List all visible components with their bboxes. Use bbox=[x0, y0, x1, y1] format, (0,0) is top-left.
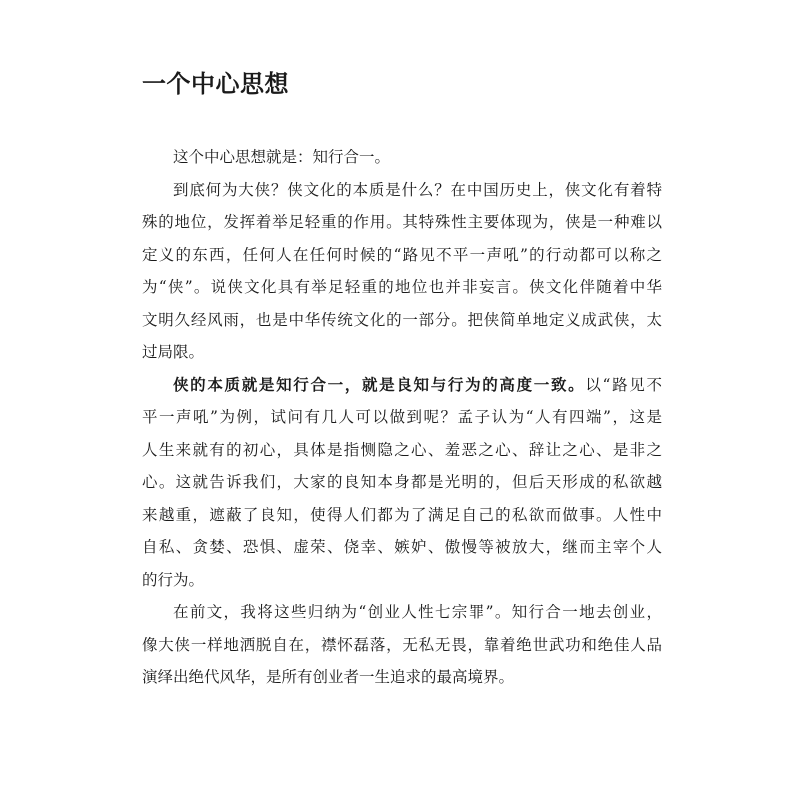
paragraph-line: 到底何为大侠？侠文化的本质是什么？在中国历史上，侠文化有着特 bbox=[173, 180, 662, 199]
paragraph-line: 像大侠一样地洒脱自在，襟怀磊落，无私无畏，靠着绝世武功和绝佳人品 bbox=[142, 635, 662, 654]
paragraph-line: 殊的地位，发挥着举足轻重的作用。其特殊性主要体现为，侠是一种难以 bbox=[142, 213, 662, 231]
body-text bbox=[142, 141, 662, 694]
paragraph-line: 自私、贪婪、恐惧、虚荣、侥幸、嫉妒、傲慢等被放大，继而主宰个人 bbox=[142, 538, 662, 556]
paragraph-line: 定义的东西，任何人在任何时候的“路见不平一声吼”的行动都可以称之 bbox=[142, 245, 662, 264]
paragraph-line: 平一声吼”为例，试问有几人可以做到呢？孟子认为“人有四端”，这是 bbox=[142, 408, 662, 426]
paragraph-line: 这个中心思想就是：知行合一。 bbox=[173, 148, 391, 166]
bold-statement: 侠的本质就是知行合一，就是良知与行为的高度一致。 bbox=[173, 374, 586, 394]
paragraph-line: 在前文，我将这些归纳为“创业人性七宗罪”。知行合一地去创业， bbox=[173, 603, 662, 621]
paragraph-3 bbox=[142, 369, 662, 597]
paragraph-line: 为“侠”。说侠文化具有举足轻重的地位也并非妄言。侠文化伴随着中华 bbox=[142, 278, 662, 296]
paragraph-line: 来越重，遮蔽了良知，使得人们都为了满足自己的私欲而做事。人性中 bbox=[142, 505, 662, 524]
paragraph-line: 文明久经风雨，也是中华传统文化的一部分。把侠简单地定义成武侠，太 bbox=[142, 310, 662, 329]
paragraph-line: 过局限。 bbox=[142, 343, 205, 361]
lead-continuation: 以“路见不 bbox=[585, 375, 662, 394]
paragraph-line: 人生来就有的初心，具体是指恻隐之心、羞恶之心、辞让之心、是非之 bbox=[142, 440, 662, 459]
paragraph-line: 演绎出绝代风华，是所有创业者一生追求的最高境界。 bbox=[142, 668, 515, 686]
paragraph-1 bbox=[142, 141, 662, 174]
paragraph-lead-line bbox=[142, 369, 662, 402]
paragraph-line: 的行为。 bbox=[142, 570, 205, 589]
paragraph-2 bbox=[142, 174, 662, 369]
section-title: 一个中心思想 bbox=[142, 70, 289, 98]
paragraph-line: 心。这就告诉我们，大家的良知本身都是光明的，但后天形成的私欲越 bbox=[142, 473, 662, 491]
paragraph-4 bbox=[142, 596, 662, 694]
